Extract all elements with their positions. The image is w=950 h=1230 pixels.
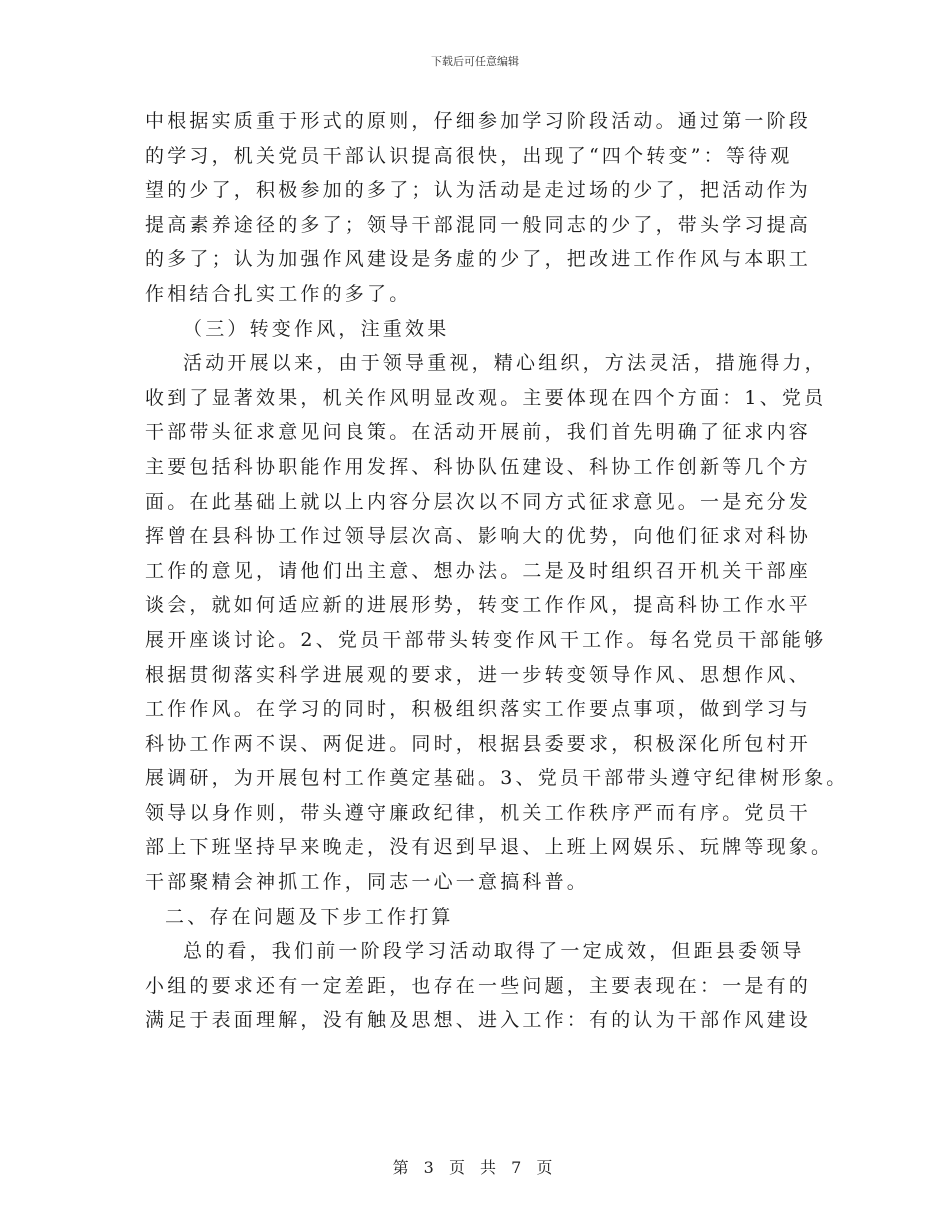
paragraph-line: 科协工作两不误、两促进。同时，根据县委要求，积极深化所包村开: [145, 732, 812, 755]
paragraph-line: 望的少了，积极参加的多了；认为活动是走过场的少了，把活动作为: [145, 179, 812, 202]
paragraph-line: 主要包括科协职能作用发挥、科协队伍建设、科协工作创新等几个方: [145, 455, 812, 478]
page-header: 下载后可任意编辑: [431, 55, 519, 68]
paragraph-line: 面。在此基础上就以上内容分层次以不同方式征求意见。一是充分发: [145, 490, 812, 513]
paragraph-line: 干部聚精会神抓工作，同志一心一意搞科普。: [145, 871, 590, 894]
paragraph-line: 根据贯彻落实科学进展观的要求，进一步转变领导作风、思想作风、: [145, 663, 812, 686]
paragraph-line: 展调研，为开展包村工作奠定基础。3、党员干部带头遵守纪律树形象。: [145, 767, 849, 790]
paragraph-line: 小组的要求还有一定差距，也存在一些问题，主要表现在：一是有的: [145, 974, 812, 997]
paragraph-line: 总的看，我们前一阶段学习活动取得了一定成效，但距县委领导: [183, 940, 805, 963]
page-footer: 第 3 页 共 7 页: [392, 1158, 558, 1177]
paragraph-line: 部上下班坚持早来晚走，没有迟到早退、上班上网娱乐、玩牌等现象。: [145, 836, 834, 859]
paragraph-line: 工作的意见，请他们出主意、想办法。二是及时组织召开机关干部座: [145, 559, 812, 582]
paragraph-line: 满足于表面理解，没有触及思想、进入工作：有的认为干部作风建设: [145, 1009, 812, 1032]
section-heading: 二、存在问题及下步工作打算: [165, 905, 454, 928]
paragraph-line: 作相结合扎实工作的多了。: [145, 282, 412, 305]
paragraph-line: 活动开展以来，由于领导重视，精心组织，方法灵活，措施得力，: [183, 352, 827, 375]
paragraph-line: 的学习，机关党员干部认识提高很快，出现了“四个转变”：等待观: [145, 144, 793, 167]
paragraph-line: 的多了；认为加强作风建设是务虚的少了，把改进工作作风与本职工: [145, 248, 812, 271]
paragraph-line: 展开座谈讨论。2、党员干部带头转变作风干工作。每名党员干部能够: [145, 628, 827, 651]
paragraph-line: 干部带头征求意见问良策。在活动开展前，我们首先明确了征求内容: [145, 421, 812, 444]
document-body: [145, 104, 849, 1038]
section-heading: （三）转变作风，注重效果: [183, 317, 450, 340]
paragraph-line: 收到了显著效果，机关作风明显改观。主要体现在四个方面：1、党员: [145, 386, 827, 409]
paragraph-line: 领导以身作则，带头遵守廉政纪律，机关工作秩序严而有序。党员干: [145, 801, 812, 824]
paragraph-line: 中根据实质重于形式的原则，仔细参加学习阶段活动。通过第一阶段: [145, 110, 812, 132]
paragraph-line: 工作作风。在学习的同时，积极组织落实工作要点事项，做到学习与: [145, 698, 812, 721]
paragraph-line: 谈会，就如何适应新的进展形势，转变工作作风，提高科协工作水平: [145, 594, 812, 617]
paragraph-line: 挥曾在县科协工作过领导层次高、影响大的优势，向他们征求对科协: [145, 525, 812, 548]
paragraph-line: 提高素养途径的多了；领导干部混同一般同志的少了，带头学习提高: [145, 213, 812, 236]
